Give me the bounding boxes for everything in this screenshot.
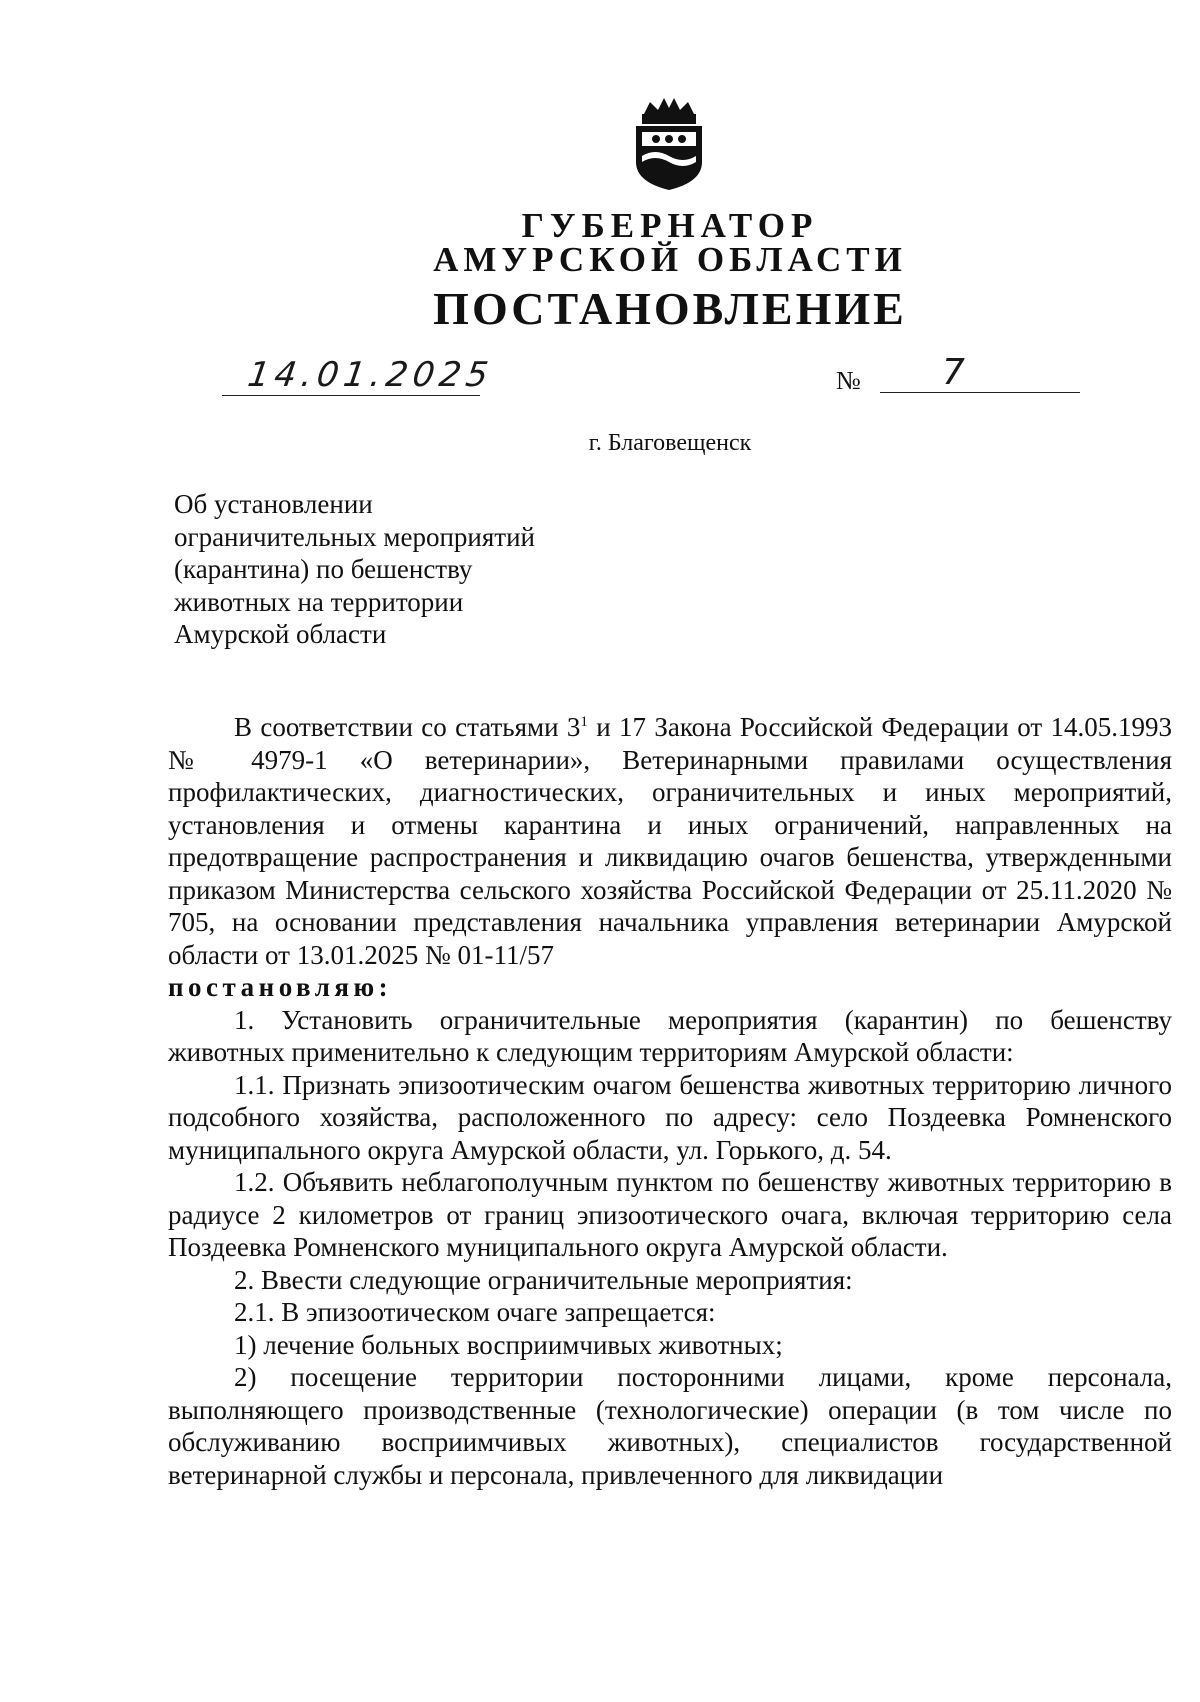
preamble-paragraph (168, 711, 1172, 971)
article-superscript: 1 (580, 714, 588, 730)
subject-line: Об установлении (174, 489, 373, 519)
number-underline (880, 392, 1080, 393)
clause-paragraph: 1.1. Признать эпизоотическим очагом бешенства животных территорию личного подсобного хозяйства, расположенного по адресу: село Поздеевка Ромненского муниципального округа Амурской области, ул. Горького, д. 54. (168, 1069, 1172, 1165)
clause-paragraph: 1) лечение больных восприимчивых животных; (234, 1329, 783, 1360)
subject-line: животных на территории (174, 586, 464, 617)
city: г. Благовещенск (588, 430, 752, 456)
document-number: 7 (942, 352, 965, 393)
clause-paragraph: 1. Установить ограничительные мероприятия (карантин) по бешенству животных применительно к следующим территориям Амурской области: (168, 1004, 1172, 1067)
document-type: ПОСТАНОВЛЕНИЕ (433, 283, 907, 334)
issuer-region: АМУРСКОЙ ОБЛАСТИ (433, 240, 907, 279)
issuer-title: ГУБЕРНАТОР (521, 206, 819, 245)
document-body (168, 711, 1172, 1491)
document-subject (174, 488, 634, 651)
subject-line: Амурской области (174, 619, 387, 649)
clause-paragraph: 1.2. Объявить неблагополучным пунктом по бешенству животных территорию в радиусе 2 километров от границ эпизоотического очага, включая территорию села Поздеевка Ромненского муниципального округа Амурской области. (168, 1167, 1172, 1262)
clause-paragraph: 2.1. В эпизоотическом очаге запрещается: (234, 1297, 716, 1327)
preamble-text-cont: и 17 Закона Российской Федерации от 14.05.1993 № 4979-1 «О ветеринарии», Ветеринарными правилами осуществления профилактических, диагностических, ограничительных и иных мероприятий, установления и отмены карантина и иных ограничений, направленных на предотвращение распространения и ликвидацию очагов бешенства, утвержденными приказом Министерства сельского хозяйства Российской Федерации от 25.11.2020 № 705, на основании представления начальника управления ветеринарии Амурской области от 13.01.2025 № 01-11/57 (168, 712, 1172, 970)
preamble-text: В соответствии со статьями 3 (234, 712, 581, 742)
subject-line: (карантина) по бешенству (174, 554, 473, 584)
coat-of-arms-icon (628, 96, 710, 192)
clause-paragraph: 2. Ввести следующие ограничительные мероприятия: (234, 1264, 853, 1295)
subject-line: ограничительных мероприятий (174, 521, 535, 552)
date-underline (222, 395, 480, 396)
clause-paragraph: 2) посещение территории посторонними лицами, кроме персонала, выполняющего производственные (технологические) операции (в том числе по обслуживанию восприимчивых животных), специалистов государственной ветеринарной службы и персонала, привлеченного для ликвидации (168, 1362, 1172, 1490)
number-label: № (836, 366, 861, 395)
resolve-word: постановляю: (168, 972, 393, 1002)
document-date: 14.01.2025 (245, 355, 496, 395)
